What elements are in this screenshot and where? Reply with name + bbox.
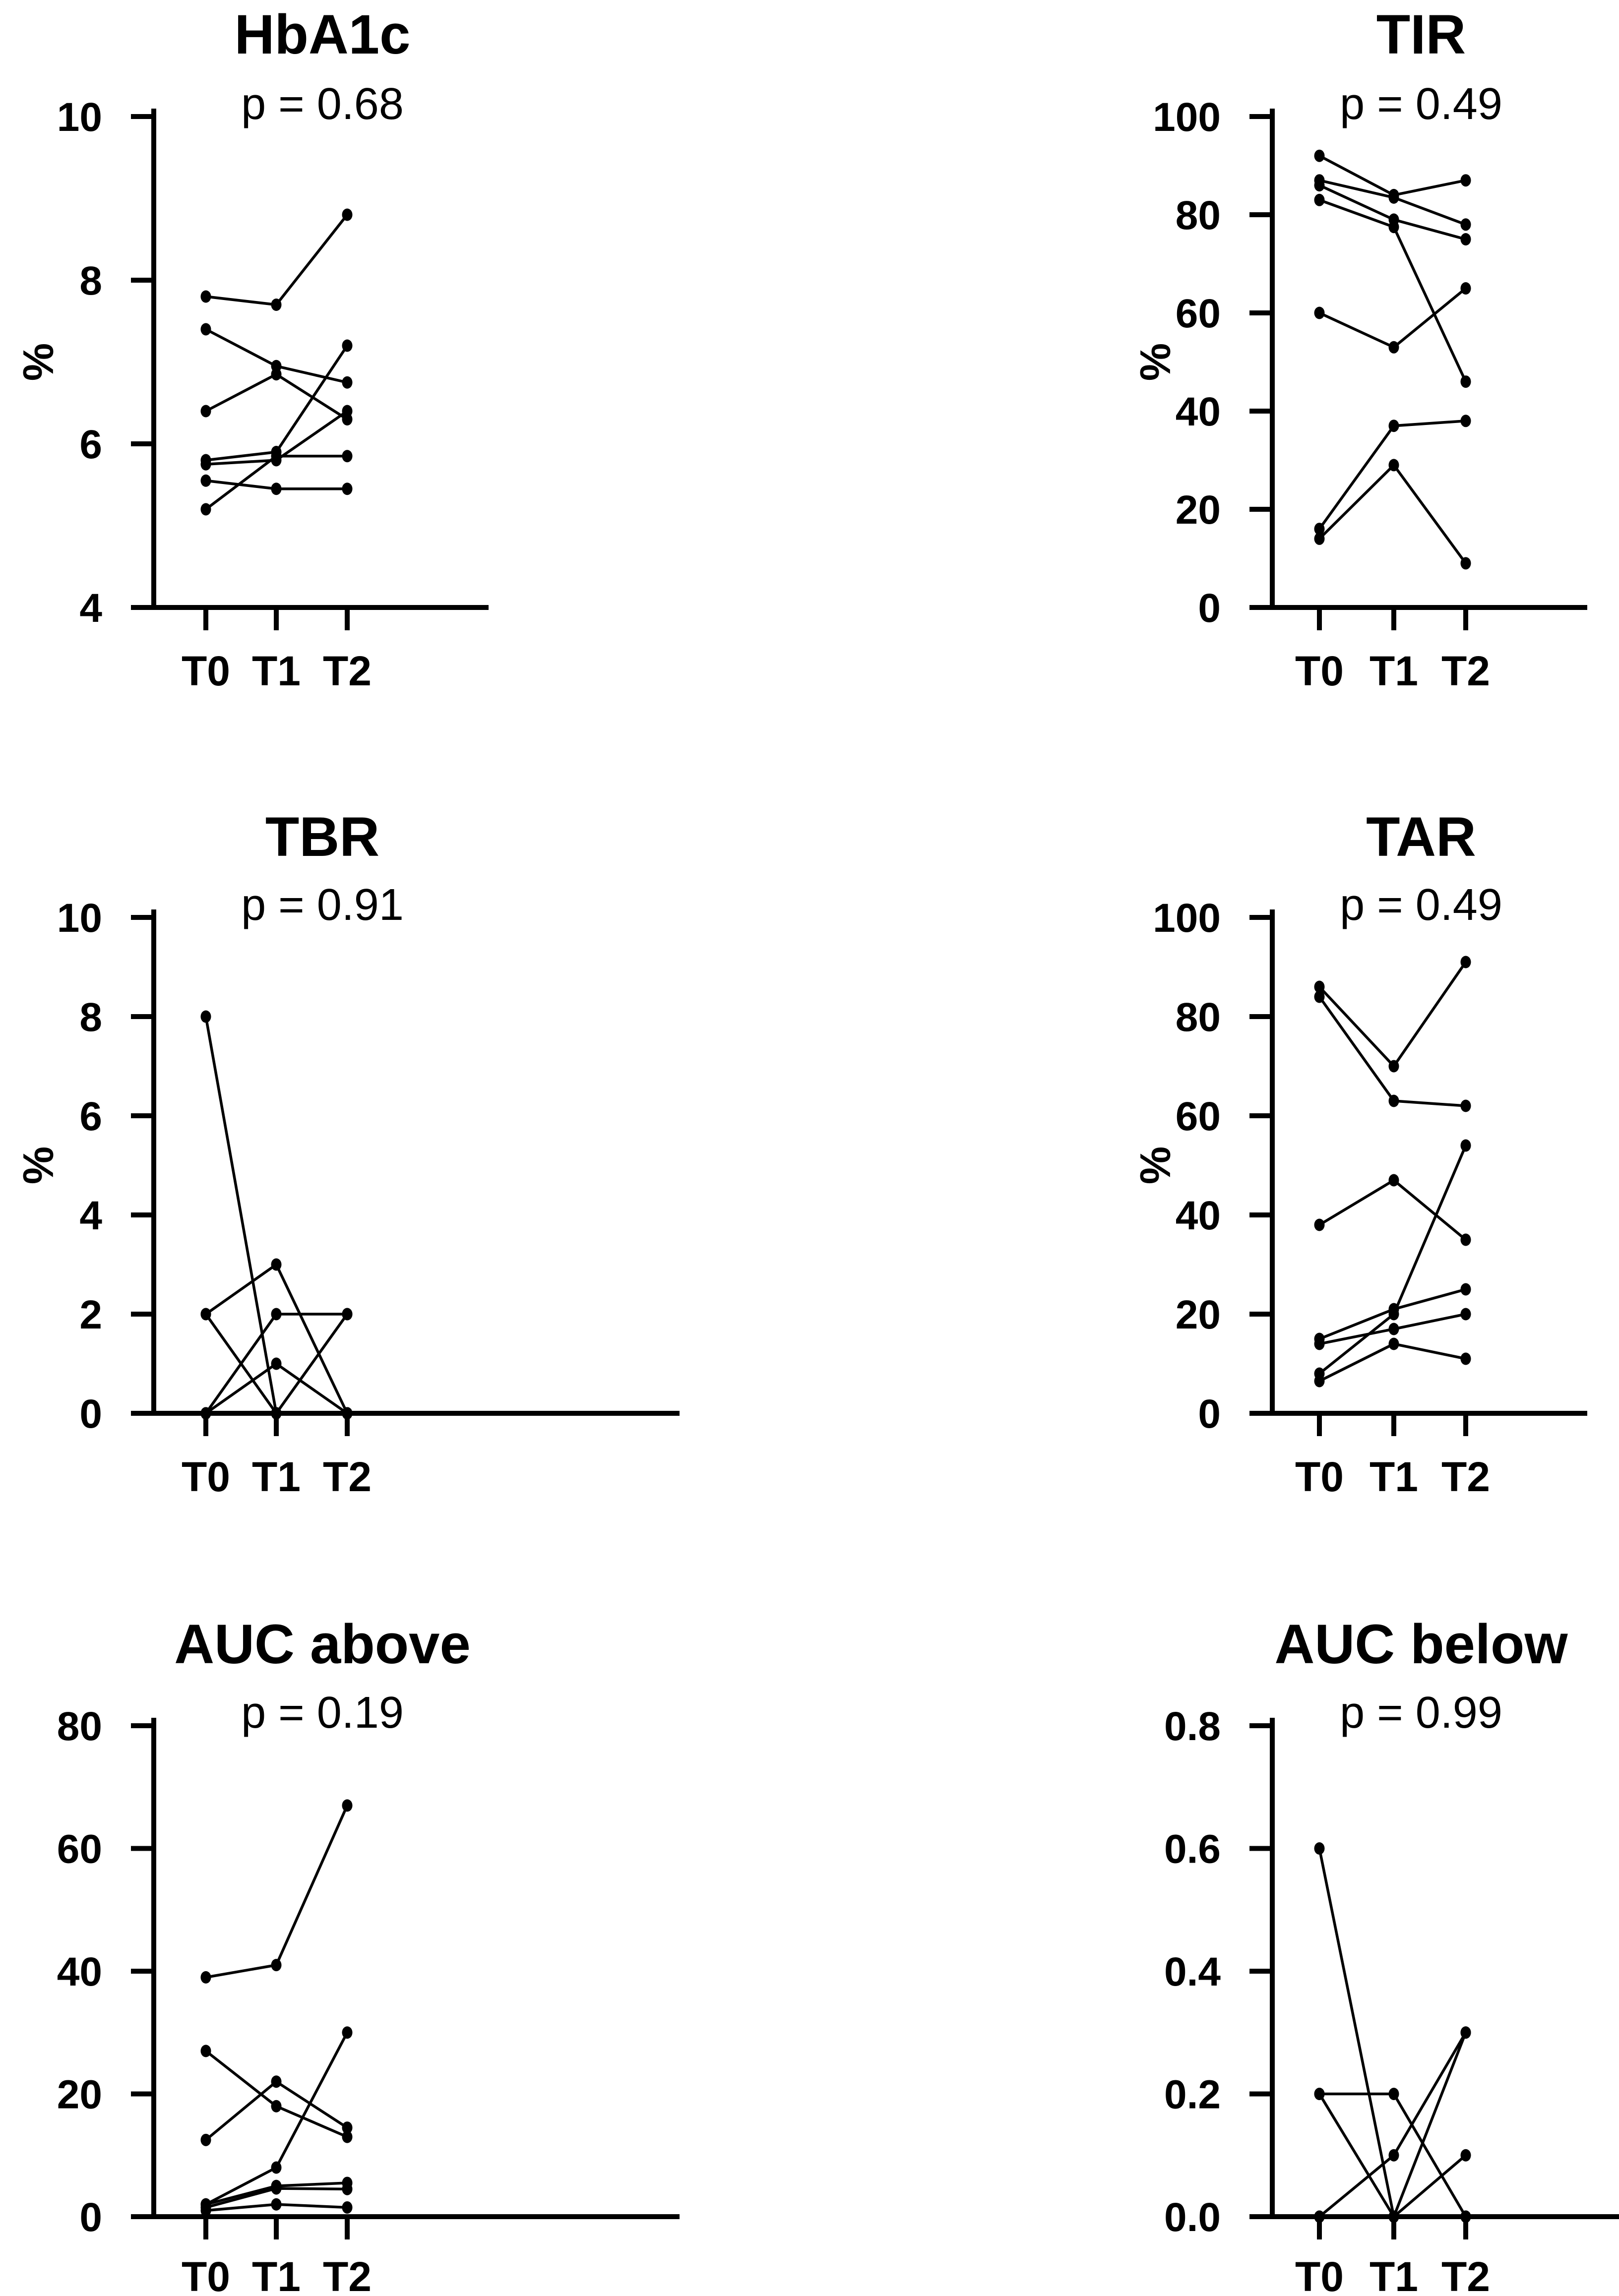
data-point-marker <box>201 503 211 516</box>
p-value-hba1c: p = 0.68 <box>241 79 404 129</box>
y-tick-label: 40 <box>1175 1193 1221 1238</box>
x-tick-label: T1 <box>251 1453 301 1500</box>
y-tick-label: 80 <box>1175 995 1221 1040</box>
data-point-marker <box>342 1308 353 1321</box>
y-tick-label: 20 <box>1175 1292 1221 1337</box>
x-tick-label: T0 <box>1295 2253 1344 2296</box>
data-point-marker <box>1389 341 1399 354</box>
y-tick-label: 60 <box>1175 291 1221 336</box>
data-point-marker <box>1461 282 1471 295</box>
data-point-marker <box>1389 2211 1399 2223</box>
data-point-marker <box>1314 307 1325 319</box>
data-point-marker <box>1389 1308 1399 1321</box>
panel-title-hba1c: HbA1c <box>234 3 411 65</box>
data-point-marker <box>271 483 282 495</box>
data-point-marker <box>342 2121 353 2134</box>
data-point-marker <box>1389 459 1399 471</box>
panel-title-tir: TIR <box>1376 3 1466 65</box>
trajectory-line <box>206 2033 347 2205</box>
data-point-marker <box>1461 2149 1471 2162</box>
data-point-marker <box>201 1971 211 1984</box>
y-tick-label: 8 <box>79 258 102 303</box>
y-tick-label: 40 <box>57 1949 102 1994</box>
data-point-marker <box>201 1308 211 1321</box>
x-tick-label: T2 <box>1441 648 1491 694</box>
data-point-marker <box>1389 191 1399 204</box>
y-tick-label: 40 <box>1175 389 1221 434</box>
y-tick-label: 20 <box>57 2072 102 2117</box>
y-tick-label: 20 <box>1175 487 1221 533</box>
panel-title-auc-above: AUC above <box>174 1613 471 1675</box>
trajectory-line <box>206 374 347 420</box>
y-tick-label: 0.4 <box>1164 1949 1221 1994</box>
trajectory-line <box>1319 1849 1466 2217</box>
data-point-marker <box>201 2134 211 2146</box>
data-point-marker <box>1314 150 1325 162</box>
trajectory-line <box>206 1017 347 1413</box>
data-point-marker <box>271 2182 282 2195</box>
data-point-marker <box>342 1407 353 1420</box>
data-point-marker <box>1461 218 1471 231</box>
data-point-marker <box>201 2204 211 2217</box>
data-point-marker <box>1461 2211 1471 2223</box>
data-point-marker <box>1389 2088 1399 2100</box>
data-point-marker <box>271 2100 282 2113</box>
x-tick-label: T1 <box>251 2253 301 2296</box>
x-tick-label: T2 <box>1441 1453 1491 1500</box>
data-point-marker <box>271 2198 282 2211</box>
x-tick-label: T2 <box>322 1453 372 1500</box>
y-tick-label: 6 <box>79 1094 102 1139</box>
y-tick-label: 4 <box>79 1193 102 1238</box>
data-point-marker <box>342 483 353 495</box>
trajectory-line <box>206 1265 347 1413</box>
x-tick-label: T1 <box>1369 648 1419 694</box>
data-point-marker <box>1314 1219 1325 1231</box>
x-tick-label: T1 <box>1369 2253 1419 2296</box>
data-point-marker <box>201 458 211 471</box>
data-point-marker <box>1461 1353 1471 1365</box>
trajectory-line <box>1319 2033 1466 2217</box>
y-axis-label-tbr: % <box>15 1146 62 1185</box>
trajectory-line <box>1319 962 1466 1066</box>
y-tick-label: 80 <box>1175 193 1221 238</box>
data-point-marker <box>342 209 353 221</box>
p-value-auc-below: p = 0.99 <box>1340 1688 1502 1738</box>
y-tick-label: 6 <box>79 422 102 467</box>
x-tick-label: T1 <box>251 648 301 694</box>
panel-title-auc-below: AUC below <box>1274 1613 1568 1675</box>
p-value-tir: p = 0.49 <box>1340 79 1502 129</box>
data-point-marker <box>342 376 353 389</box>
data-point-marker <box>1314 1375 1325 1388</box>
data-point-marker <box>1461 1283 1471 1296</box>
data-point-marker <box>201 405 211 418</box>
trajectory-line <box>206 1806 347 1978</box>
trajectory-line <box>1319 421 1466 529</box>
data-point-marker <box>201 475 211 487</box>
data-point-marker <box>1389 1338 1399 1350</box>
data-point-marker <box>271 368 282 380</box>
x-tick-label: T2 <box>322 648 372 694</box>
panel-title-tar: TAR <box>1366 806 1476 868</box>
data-point-marker <box>1314 2211 1325 2223</box>
y-tick-label: 0.2 <box>1164 2072 1221 2117</box>
data-point-marker <box>1461 1100 1471 1112</box>
x-tick-label: T1 <box>1369 1453 1419 1500</box>
data-point-marker <box>1389 221 1399 233</box>
x-tick-label: T0 <box>181 1453 231 1500</box>
data-point-marker <box>201 1011 211 1023</box>
x-tick-label: T0 <box>1295 648 1344 694</box>
data-point-marker <box>1389 2149 1399 2162</box>
x-tick-label: T2 <box>322 2253 372 2296</box>
data-point-marker <box>1461 2026 1471 2039</box>
y-tick-label: 0.0 <box>1164 2195 1221 2240</box>
data-point-marker <box>1314 194 1325 206</box>
data-point-marker <box>1461 1234 1471 1246</box>
data-point-marker <box>1461 174 1471 186</box>
x-tick-label: T0 <box>181 2253 231 2296</box>
y-tick-label: 0 <box>1198 1391 1221 1437</box>
data-point-marker <box>342 2201 353 2214</box>
data-point-marker <box>1461 1308 1471 1321</box>
y-tick-label: 80 <box>57 1704 102 1749</box>
data-point-marker <box>1461 956 1471 968</box>
y-tick-label: 2 <box>79 1292 102 1337</box>
trajectory-line <box>1319 289 1466 348</box>
data-point-marker <box>1314 1842 1325 1855</box>
data-point-marker <box>1314 2088 1325 2100</box>
data-point-marker <box>1314 179 1325 191</box>
data-point-marker <box>1314 533 1325 545</box>
y-tick-label: 4 <box>79 586 102 631</box>
data-point-marker <box>1389 1095 1399 1107</box>
y-tick-label: 60 <box>1175 1094 1221 1139</box>
data-point-marker <box>1314 991 1325 1003</box>
data-point-marker <box>1389 420 1399 432</box>
data-point-marker <box>271 2162 282 2174</box>
data-point-marker <box>1461 375 1471 388</box>
y-tick-label: 10 <box>57 896 102 941</box>
data-point-marker <box>1461 1140 1471 1152</box>
trajectory-line <box>1319 997 1466 1106</box>
data-point-marker <box>1461 557 1471 569</box>
data-point-marker <box>271 450 282 462</box>
trajectory-line <box>206 215 347 305</box>
x-tick-label: T2 <box>1441 2253 1491 2296</box>
y-tick-label: 100 <box>1153 95 1221 140</box>
trajectory-line <box>1319 1180 1466 1240</box>
x-tick-label: T0 <box>181 648 231 694</box>
data-point-marker <box>201 1407 211 1420</box>
data-point-marker <box>1389 1323 1399 1335</box>
data-point-marker <box>1389 1060 1399 1073</box>
y-tick-label: 0 <box>79 2195 102 2240</box>
y-tick-label: 8 <box>79 995 102 1040</box>
data-point-marker <box>342 2026 353 2039</box>
data-point-marker <box>201 323 211 336</box>
y-axis-label-hba1c: % <box>15 343 62 381</box>
data-point-marker <box>1314 1338 1325 1350</box>
trajectory-line <box>1319 465 1466 563</box>
x-tick-label: T0 <box>1295 1453 1344 1500</box>
y-tick-label: 0 <box>1198 586 1221 631</box>
data-point-marker <box>201 2045 211 2057</box>
y-tick-label: 60 <box>57 1826 102 1872</box>
data-point-marker <box>342 450 353 462</box>
data-point-marker <box>271 1308 282 1321</box>
data-point-marker <box>271 1358 282 1370</box>
data-point-marker <box>1461 415 1471 427</box>
p-value-tar: p = 0.49 <box>1340 880 1502 930</box>
data-point-marker <box>1461 233 1471 245</box>
p-value-tbr: p = 0.91 <box>241 880 404 930</box>
y-tick-label: 0.6 <box>1164 1826 1221 1872</box>
y-tick-label: 10 <box>57 95 102 140</box>
y-axis-label-tir: % <box>1132 343 1180 381</box>
y-tick-label: 0 <box>79 1391 102 1437</box>
data-point-marker <box>271 299 282 311</box>
data-point-marker <box>342 405 353 418</box>
data-point-marker <box>271 1259 282 1271</box>
p-value-auc-above: p = 0.19 <box>241 1688 404 1738</box>
data-point-marker <box>342 340 353 352</box>
data-point-marker <box>271 2075 282 2088</box>
data-point-marker <box>342 2183 353 2195</box>
data-point-marker <box>271 1959 282 1971</box>
data-point-marker <box>201 291 211 303</box>
data-point-marker <box>1389 1174 1399 1187</box>
panel-title-tbr: TBR <box>265 806 380 868</box>
y-tick-label: 0.8 <box>1164 1704 1221 1749</box>
data-point-marker <box>342 1799 353 1812</box>
y-axis-label-tar: % <box>1132 1146 1180 1185</box>
y-tick-label: 100 <box>1153 896 1221 941</box>
data-point-marker <box>271 1407 282 1420</box>
